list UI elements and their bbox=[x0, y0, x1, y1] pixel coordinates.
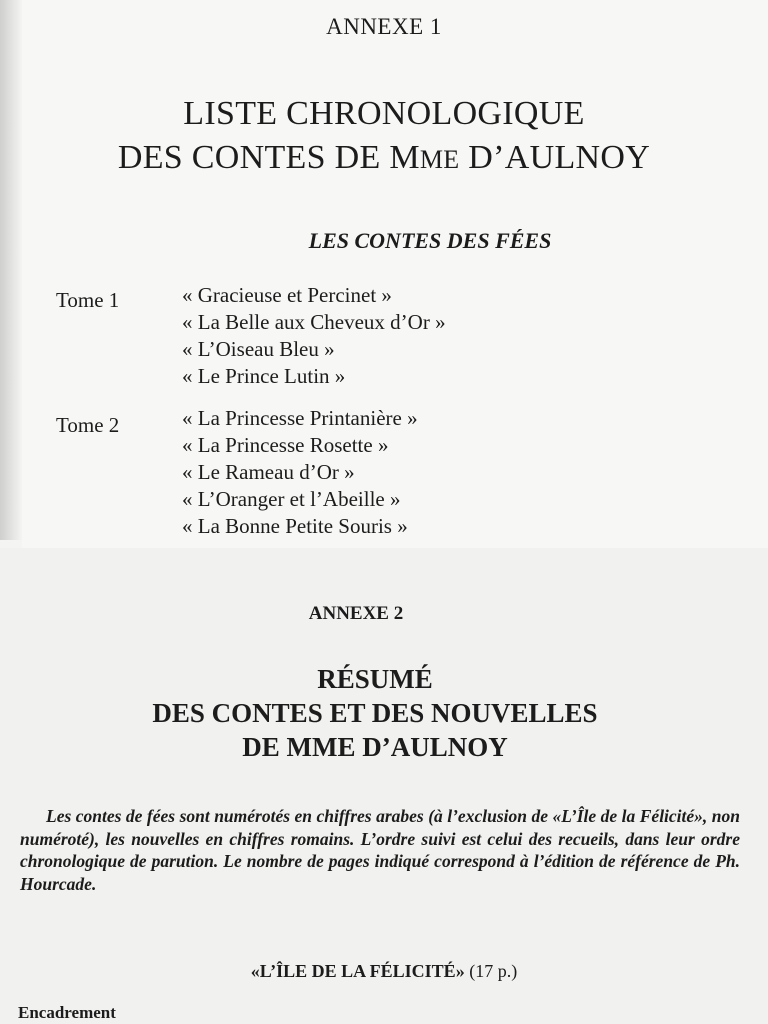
annex2-label: ANNEXE 2 bbox=[308, 603, 404, 624]
tome-1-list bbox=[182, 282, 446, 390]
annex1-title bbox=[0, 92, 768, 182]
annex2-title-line2: DES CONTES ET DES NOUVELLES bbox=[152, 698, 598, 728]
tale-item: « La Princesse Printanière » bbox=[182, 406, 418, 430]
story-title bbox=[34, 961, 734, 982]
tale-item: « Le Rameau d’Or » bbox=[182, 460, 355, 484]
annex1-label: ANNEXE 1 bbox=[326, 14, 442, 39]
story-page-count: (17 p.) bbox=[464, 961, 518, 981]
tale-item: « La Bonne Petite Souris » bbox=[182, 514, 408, 538]
annex1-title-line2-sc: ME bbox=[419, 145, 460, 174]
tale-item: « Gracieuse et Percinet » bbox=[182, 283, 392, 307]
tale-item: « La Princesse Rosette » bbox=[182, 433, 389, 457]
annex1-title-line2-post: D’AULNOY bbox=[459, 139, 651, 176]
tale-item: « La Belle aux Cheveux d’Or » bbox=[182, 310, 446, 334]
annex1-title-line2 bbox=[0, 136, 768, 182]
annex2-title-line1: RÉSUMÉ bbox=[317, 664, 433, 694]
story-title-text: «L’ÎLE DE LA FÉLICITÉ» bbox=[250, 961, 465, 981]
annex1-subtitle: LES CONTES DES FÉES bbox=[308, 228, 552, 253]
tome-2-list bbox=[182, 405, 418, 540]
annex1-title-line2-pre: DES CONTES DE M bbox=[117, 139, 420, 176]
tale-item: « L’Oranger et l’Abeille » bbox=[182, 487, 401, 511]
tome-1-label: Tome 1 bbox=[56, 288, 120, 312]
annex2-title-line3: DE MME D’AULNOY bbox=[242, 732, 508, 762]
section-heading-encadrement: Encadrement bbox=[18, 1003, 116, 1022]
annex1-title-line1: LISTE CHRONOLOGIQUE bbox=[183, 95, 585, 132]
tome-2-label: Tome 2 bbox=[56, 413, 120, 437]
tale-item: « Le Prince Lutin » bbox=[182, 364, 346, 388]
annex2-intro-paragraph: Les contes de fées sont numérotés en chiffres arabes (à l’exclusion de «L’Île de la Félicité», non numéroté), les nouvelles en chiffres romains. L’ordre suivi est celui des recueils, dans leur ordre chronologique de parution. Le nombre de pages indiqué correspond à l’édition de référence de Ph. Hourcade. bbox=[20, 806, 740, 894]
page-edge-shadow bbox=[0, 0, 22, 540]
tale-item: « L’Oiseau Bleu » bbox=[182, 337, 335, 361]
annex2-title bbox=[0, 662, 768, 764]
